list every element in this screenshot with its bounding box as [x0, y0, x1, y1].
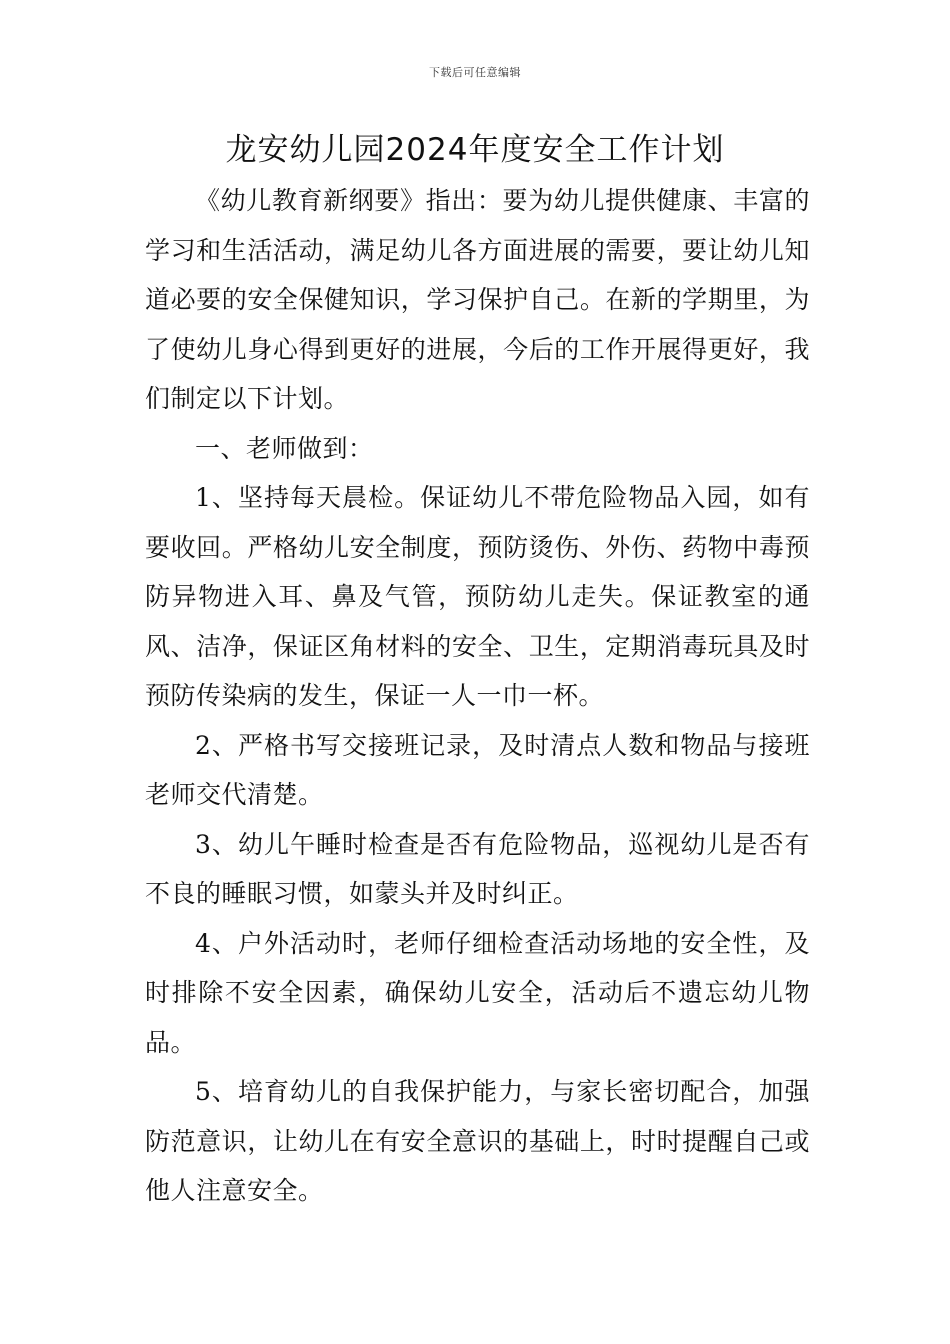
item-paragraph-1: 1、坚持每天晨检。保证幼儿不带危险物品入园，如有要收回。严格幼儿安全制度，预防烫伤、外伤、药物中毒预防异物进入耳、鼻及气管，预防幼儿走失。保证教室的通风、洁净，保证区角材料的安全、卫生，定期消毒玩具及时预防传染病的发生，保证一人一巾一杯。 [145, 483, 810, 710]
document-body [145, 176, 810, 1216]
intro-paragraph: 《幼儿教育新纲要》指出：要为幼儿提供健康、丰富的学习和生活活动，满足幼儿各方面进展的需要，要让幼儿知道必要的安全保健知识，学习保护自己。在新的学期里，为了使幼儿身心得到更好的进展，今后的工作开展得更好，我们制定以下计划。 [145, 186, 810, 413]
item-paragraph-3: 3、幼儿午睡时检查是否有危险物品，巡视幼儿是否有不良的睡眠习惯，如蒙头并及时纠正。 [145, 829, 810, 908]
item-paragraph-5: 5、培育幼儿的自我保护能力，与家长密切配合，加强防范意识，让幼儿在有安全意识的基础上，时时提醒自己或他人注意安全。 [145, 1077, 810, 1205]
header-note: 下载后可任意编辑 [429, 66, 521, 79]
item-paragraph-4: 4、户外活动时，老师仔细检查活动场地的安全性，及时排除不安全因素，确保幼儿安全，活动后不遗忘幼儿物品。 [145, 928, 810, 1057]
section-heading-teachers: 一、老师做到： [195, 433, 374, 463]
item-paragraph-2: 2、严格书写交接班记录，及时清点人数和物品与接班老师交代清楚。 [145, 730, 810, 809]
document-title: 龙安幼儿园2024年度安全工作计划 [225, 132, 725, 168]
